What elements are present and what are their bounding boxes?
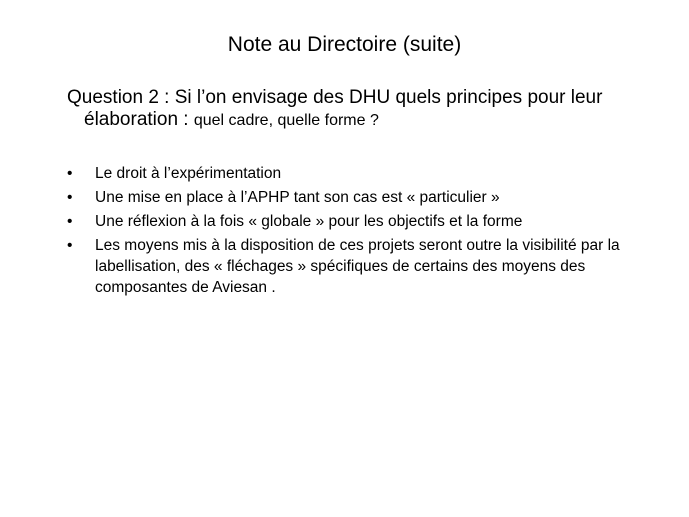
question-line-1: Question 2 : Si l’on envisage des DHU quels principes pour leur [67, 87, 603, 108]
question-heading [67, 87, 657, 132]
bullet-text: Une réflexion à la fois « globale » pour les objectifs et la forme [95, 213, 523, 230]
question-line-2-small: quel cadre, quelle forme ? [193, 112, 379, 129]
bullet-marker: • [67, 213, 73, 230]
bullet-marker: • [67, 165, 73, 182]
bullet-text: Le droit à l’expérimentation [95, 165, 282, 182]
bullet-item [67, 163, 667, 184]
bullet-item [67, 211, 667, 232]
bullet-text: Les moyens mis à la disposition de ces projets seront outre la visibilité par la labellisation, des « fléchages » spécifiques de certains des moyens des composantes de Aviesan . [95, 237, 620, 296]
bullet-list [67, 163, 667, 301]
bullet-item [67, 187, 667, 208]
bullet-text: Une mise en place à l’APHP tant son cas est « particulier » [95, 189, 500, 206]
bullet-item [67, 235, 667, 298]
bullet-marker: • [67, 237, 73, 254]
question-line-2 [67, 109, 657, 132]
question-line-2-main: élaboration : [84, 109, 194, 130]
bullet-marker: • [67, 189, 73, 206]
slide-title: Note au Directoire (suite) [227, 33, 462, 56]
